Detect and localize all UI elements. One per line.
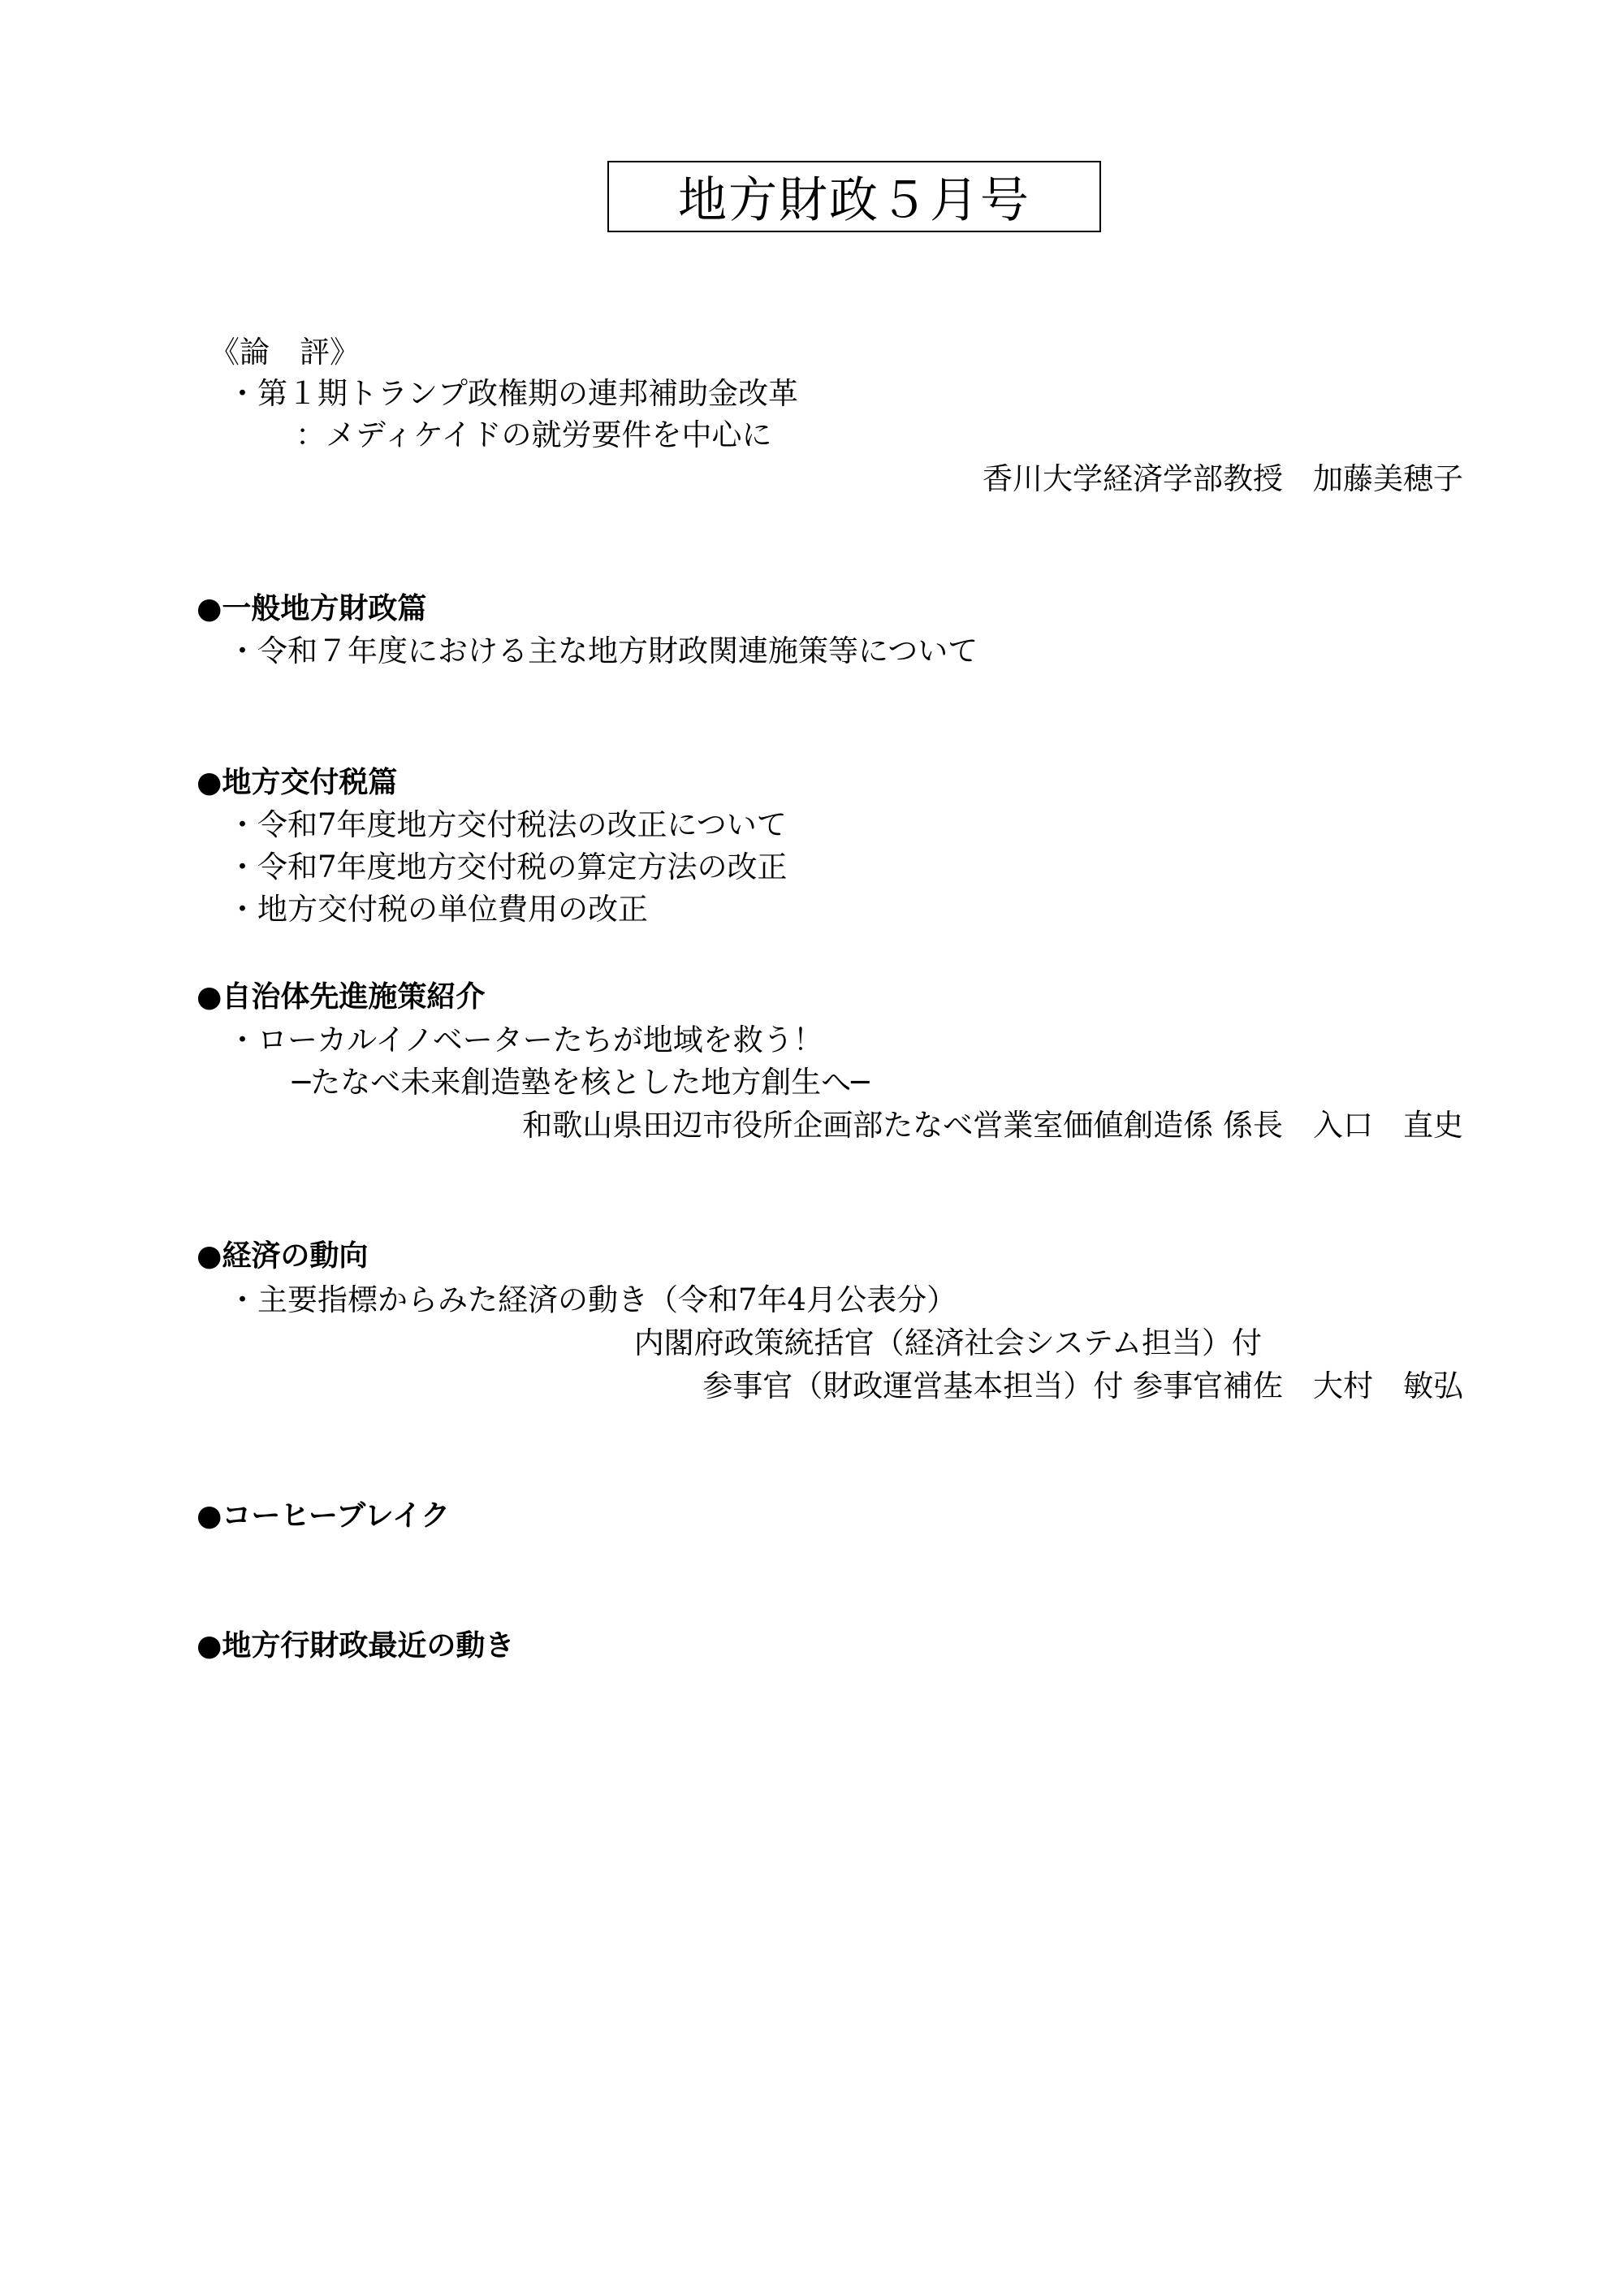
article-title: ・令和7年度地方交付税の算定方法の改正: [227, 850, 788, 884]
article-title: ・令和７年度における主な地方財政関連施策等について: [227, 633, 978, 668]
article-author: 香川大学経済学部教授 加藤美穂子: [983, 461, 1463, 496]
article-author-affiliation: 内閣府政策統括官（経済社会システム担当）付: [633, 1325, 1262, 1360]
article-author: 和歌山県田辺市役所企画部たなべ営業室価値創造係 係長 入口 直史: [522, 1108, 1463, 1143]
article-subtitle: ：メディケイドの就労要件を中心に: [296, 417, 772, 452]
section-heading-keizai: ●経済の動向: [197, 1239, 369, 1273]
article-title: ・第１期トランプ政権期の連邦補助金改革: [227, 376, 798, 411]
article-title: ・地方交付税の単位費用の改正: [227, 892, 648, 927]
section-heading-ronpyo: 《論 評》: [209, 335, 360, 370]
article-subtitle: ─たなべ未来創造塾を核とした地方創生へ─: [292, 1065, 870, 1100]
article-title: ・主要指標からみた経済の動き（令和7年4月公表分）: [227, 1282, 957, 1317]
article-author: 参事官（財政運営基本担当）付 参事官補佐 大村 敏弘: [702, 1369, 1463, 1403]
article-title: ・ローカルイノベーターたちが地域を救う！: [227, 1023, 823, 1057]
section-heading-ippan: ●一般地方財政篇: [197, 592, 427, 625]
section-heading-kofuzei: ●地方交付税篇: [197, 766, 398, 799]
article-title: ・令和7年度地方交付税法の改正について: [227, 807, 787, 842]
page-title: 地方財政５月号: [607, 161, 1101, 232]
section-heading-jichitai: ●自治体先進施策紹介: [197, 980, 486, 1014]
section-heading-coffee: ●コーヒーブレイク: [197, 1499, 451, 1533]
section-heading-recent: ●地方行財政最近の動き: [197, 1629, 515, 1663]
